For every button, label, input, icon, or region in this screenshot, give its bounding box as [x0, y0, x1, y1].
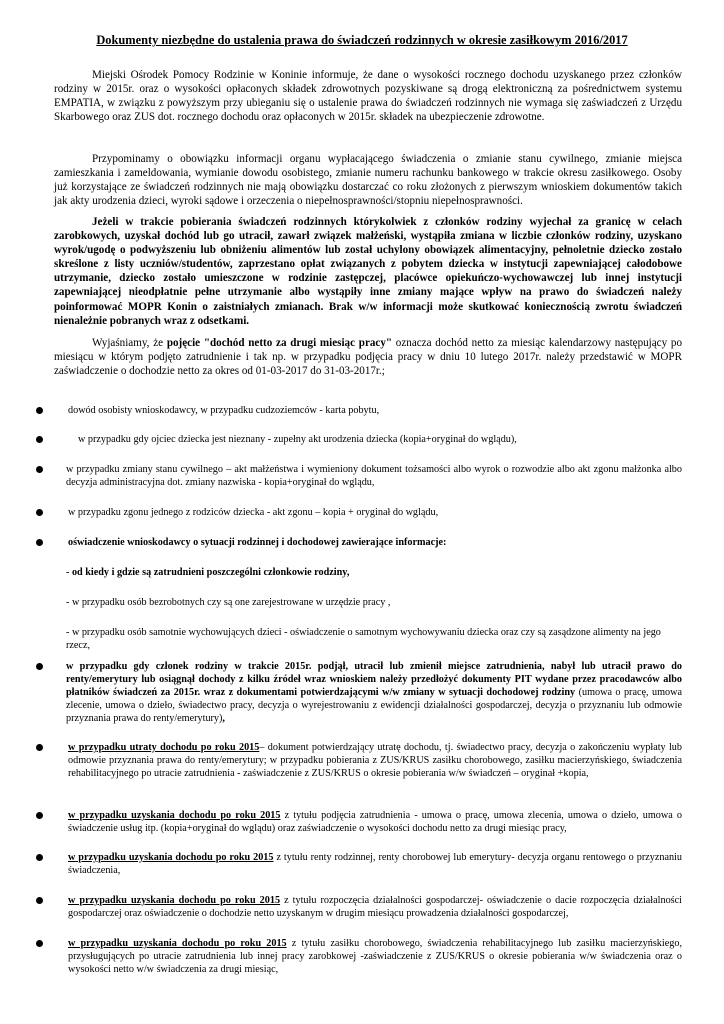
list-item-bold-text: w przypadku uzyskania dochodu po roku 2015 — [68, 938, 287, 949]
list-item — [36, 741, 682, 780]
sub-item: - w przypadku osób samotnie wychowujących dzieci - oświadczenie o samotnym wychowywaniu dziecka oraz czy są zasądzone alimenty na jego rzecz, — [66, 627, 661, 652]
list-item — [36, 894, 682, 920]
list-item-detail: z tytułu rozpoczęcia działalności gospodarczej- oświadczenie o dacie rozpoczęcia działalności gospodarczej oraz oświadczenie o dochodzie netto uzyskanym w drugim miesiącu prowadzenia działalności gospodarczej, — [68, 895, 682, 920]
bullet-icon — [36, 436, 43, 443]
intro-paragraph-1: Miejski Ośrodek Pomocy Rodzinie w Koninie informuje, że dane o wysokości rocznego dochodu uzyskanego przez członków rodziny w 2015r. oraz o wysokości opłaconych składek zdrowotnych pozyskiwane są drogą elektroniczną za pośrednictwem systemu EMPATIA, w związku z powyższym przy ubieganiu się o ustalenie prawa do świadczeń rodzinnych nie wymaga się zaświadczeń z Urzędu Skarbowego oraz ZUS dot. rocznego dochodu oraz opłaconych w 2015r. składek na ubezpieczenie zdrowotne. — [54, 69, 682, 124]
list-item — [36, 463, 682, 489]
list-item-text — [68, 741, 682, 780]
intro-paragraph-2: Przypominamy o obowiązku informacji organu wypłacającego świadczenia o zmianie stanu cywilnego, zmianie miejsca zamieszkania i zameldowania, wymianie dowodu osobistego, zmianie numeru rachunku bankowego w trakcie okresu zasiłkowego. Osoby już korzystające ze świadczeń rodzinnych nie mają obowiązku dostarczać co roku złożonych z pierwszym wnioskiem dokumentów takich jak akty urodzenia dzieci, wyroki sądowe i orzeczenia o niepełnosprawności/stopniu niepełnosprawności. — [54, 153, 682, 208]
list-item-text — [68, 937, 682, 976]
list-item-detail: – dokument potwierdzający utratę dochodu, tj. świadectwo pracy, decyzja o zakończeniu wypłaty lub odmowie przyznania prawa do renty/emerytury; w przypadku pobierania z ZUS/KRUS zasiłku chorobowego, zasiłku macierzyńskiego, świadczenia rehabilitacyjnego po utracie zatrudnienia - zaświadczenie z ZUS/KRUS o okresie pobierania w/w świadczeń – oryginał +kopia, — [68, 742, 682, 780]
bullet-icon — [36, 509, 43, 516]
list-item-text: w przypadku zmiany stanu cywilnego – akt małżeństwa i wymieniony dokument tożsamości albo wyrok o rozwodzie albo akt zgonu małżonka albo decyzja administracyjna dot. zmiany nazwiska - kopia+oryginał do wglądu, — [66, 464, 682, 489]
bullet-icon — [36, 466, 43, 473]
list-item — [36, 536, 682, 549]
bullet-icon — [36, 407, 43, 414]
bullet-icon — [36, 897, 43, 904]
list-item-text: w przypadku gdy ojciec dziecka jest nieznany - zupełny akt urodzenia dziecka (kopia+oryginał do wglądu), — [78, 434, 517, 445]
list-item-bold-text: w przypadku gdy członek rodziny w trakcie 2015r. podjął, utracił lub zmienił miejsce zatrudnienia, nabył lub utracił prawo do renty/emerytury lub osiągnął dochody z kilku źródeł wraz wnioskiem należy przedłożyć dokumenty PIT wydane przez pracodawców albo płatników świadczeń za 2015r. wraz z dokumentami potwierdzającymi w/w zmiany w sytuacji dochodowej rodziny — [66, 661, 682, 699]
intro-paragraph-3-bold: Jeżeli w trakcie pobierania świadczeń rodzinnych którykolwiek z członków rodziny wyjechał za granicę w celach zarobkowych, uzyskał dochód lub go utracił, zawarł związek małżeński, wystąpiła zmiana w liczbie członków rodziny, uzyskano wyrok/ugodę o podwyższeniu lub obniżeniu alimentów lub został uchylony obowiązek alimentacyjny, pełnoletnie dziecko zostało skreślone z listy uczniów/studentów, zaprzestano opłat związanych z pobytem dziecka w instytucji zapewniającej całodobowe utrzymanie, dziecko zostało umieszczone w rodzinie zastępczej, placówce opiekuńczo-wychowawczej lub innej instytucji zapewniającej nieodpłatnie pełne utrzymanie albo wystąpiły inne zmiany mające wpływ na prawo do świadczeń należy poinformować MOPR Konin o zaistniałych zmianach. Brak w/w informacji może skutkować koniecznością zwrotu świadczeń nienależnie pobranych wraz z odsetkami. — [54, 216, 682, 327]
list-item — [36, 506, 682, 519]
list-item — [36, 809, 682, 835]
bullet-icon — [36, 663, 43, 670]
list-item-text — [68, 809, 682, 835]
bullet-icon — [36, 854, 43, 861]
list-item-text — [66, 660, 682, 725]
definition-text-after: oznacza dochód netto za miesiąc kalendarzowy następujący po miesiącu w którym podjęto zatrudnienie i tak np. w przypadku podjęcia pracy w dniu 10 lutego 2017r. należy przedstawić w MOPR zaświadczenie o dochodzie netto za okres od 01-03-2017 do 31-03-2017r.; — [54, 337, 683, 378]
sub-item: - od kiedy i gdzie są zatrudnieni poszczególni członkowie rodziny, — [66, 567, 350, 578]
sub-item: - w przypadku osób bezrobotnych czy są one zarejestrowane w urzędzie pracy , — [66, 597, 391, 608]
list-item-detail: z tytułu renty rodzinnej, renty chorobowej lub emerytury- decyzja organu rentowego o przyznaniu świadczenia, — [68, 852, 682, 877]
list-item-text: dowód osobisty wnioskodawcy, w przypadku cudzoziemców - karta pobytu, — [68, 405, 380, 416]
list-item — [36, 404, 682, 417]
list-item-text — [68, 894, 682, 920]
list-item-end-punct: , — [222, 713, 225, 725]
bullet-icon — [36, 812, 43, 819]
list-item-bold-text: w przypadku utraty dochodu po roku 2015 — [68, 742, 260, 753]
bullet-icon — [36, 744, 43, 751]
list-item-bold-text: w przypadku uzyskania dochodu po roku 2015 — [68, 852, 274, 863]
list-item — [36, 433, 682, 446]
list-item-text: oświadczenie wnioskodawcy o sytuacji rodzinnej i dochodowej zawierające informacje: — [68, 537, 447, 548]
definition-term: pojęcie "dochód netto za drugi miesiąc pracy" — [166, 337, 393, 349]
list-item-detail: z tytułu podjęcia zatrudnienia - umowa o pracę, umowa zlecenia, umowa o dzieło, umowa o świadczenie usług itp. (kopia+oryginał do wglądu) oraz zaświadczenie o wysokości dochodu netto za drugi miesiąc pracy, — [68, 810, 682, 835]
document-title: Dokumenty niezbędne do ustalenia prawa do świadczeń rodzinnych w okresie zasiłkowym 2016/2017 — [96, 33, 628, 47]
list-item — [36, 937, 682, 976]
bullet-icon — [36, 940, 43, 947]
list-item-detail: (umowa o pracę, umowa zlecenie, umowa o dzieło, świadectwo pracy, decyzja o wyrejestrowaniu z ewidencji działalności gospodarczej, decyzja o przyznaniu lub odmowie przyznania prawa do renty/emerytury) — [66, 687, 682, 725]
list-item — [36, 851, 682, 877]
definition-paragraph — [54, 336, 682, 378]
list-item-bold-text: w przypadku uzyskania dochodu po roku 2015 — [68, 810, 281, 821]
list-item-text — [68, 851, 682, 877]
list-item-bold-text: w przypadku uzyskania dochodu po roku 2015 — [68, 895, 281, 906]
list-item — [36, 660, 682, 725]
list-item-detail: z tytułu zasiłku chorobowego, świadczenia rehabilitacyjnego lub zasiłku macierzyńskiego, przysługujących po utracie zatrudnienia lub innej pracy zarobkowej -zaświadczenie z ZUS/KRUS o okresie pobierania w/w świadczenia oraz o wysokości netto w/w świadczenia za drugi miesiąc, — [68, 938, 682, 976]
definition-text-before: Wyjaśniamy, że — [92, 337, 167, 349]
list-item-text: w przypadku zgonu jednego z rodziców dziecka - akt zgonu – kopia + oryginał do wglądu, — [68, 507, 439, 518]
bullet-icon — [36, 539, 43, 546]
